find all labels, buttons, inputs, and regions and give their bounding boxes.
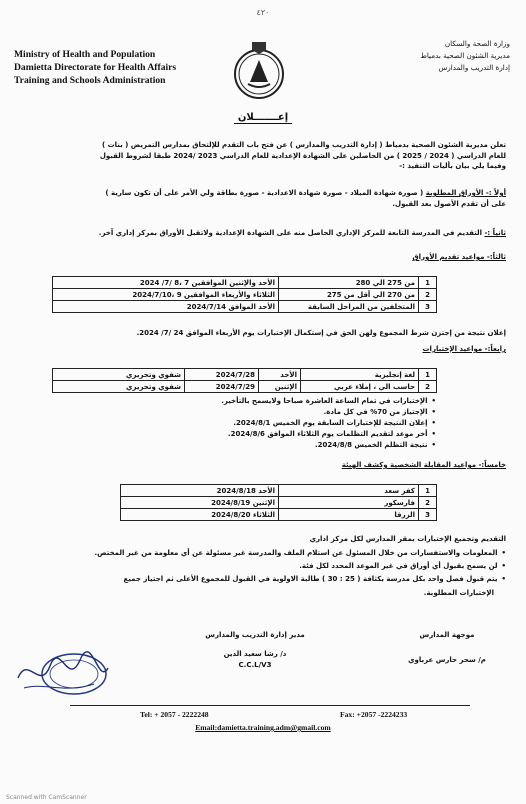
row-number: 2 (419, 289, 437, 301)
intro-paragraph (20, 140, 506, 172)
list-item: • نتيجة التظلم الخميس 2024/8/8. (36, 440, 436, 451)
row-number: 1 (419, 277, 437, 289)
page-number: ٤٢٠ (256, 8, 270, 17)
table-row (53, 301, 437, 313)
section4-heading-row (20, 344, 506, 355)
score-range: المتخلفين من المراحل السابقة (279, 301, 419, 313)
interview-schedule-table (120, 484, 437, 521)
row-number: 2 (419, 497, 437, 509)
scan-watermark: Scanned with CamScanner (6, 794, 87, 801)
row-number: 3 (419, 301, 437, 313)
interview-date: الأحد 2024/8/18 (121, 485, 279, 497)
exam-day: الأحد (259, 369, 301, 381)
section3-heading-row (20, 252, 506, 263)
title-text: إعـــــــلان (234, 112, 292, 124)
footer-continuation: الإختبارات المطلوبة. (423, 589, 494, 597)
stamp-signature-icon (14, 648, 110, 700)
signer-name: م/ سحر حارس عرباوي (408, 656, 486, 664)
signature-space (392, 641, 502, 655)
header-en-line1: Ministry of Health and Population (14, 49, 156, 60)
submission-schedule-table (52, 276, 437, 313)
ministry-logo-icon (230, 38, 288, 102)
section5-heading-row (20, 460, 506, 471)
section1-text2: على أن تقدم الأصول بعد القبول. (392, 199, 506, 208)
signer-title: مدير إدارة التدريب والمدارس (205, 631, 305, 639)
signer-title: موجهة المدارس (419, 631, 475, 639)
list-item: • الإختبارات في تمام الساعة العاشرة صباحا ولايسمح بالتأخير. (36, 396, 436, 407)
header-ar-line1: وزارة الصحة والسكان (444, 39, 510, 48)
table-row (53, 277, 437, 289)
footer-intro: التقديم وتجميع الإختبارات بمقر المدارس لكل مركز اداري (309, 535, 506, 543)
signature-space (180, 641, 330, 649)
signer-name: د/ رشا سعيد الدين (223, 650, 287, 658)
header-en-line3: Training and Schools Administration (14, 75, 166, 86)
list-item: • إعلان النتيجة للإختبارات السابقة يوم الخميس 2024/8/1. (36, 418, 436, 429)
section5-heading: خامساً:- مواعيد المقابلة الشخصية وكشف الهيئة (341, 461, 506, 469)
list-item: • المعلومات والاستفسارات من خلال المسئول عن استلام الملف والمدرسة غير مسئولة عن أي معلومة من غير المختص. (36, 547, 506, 560)
row-number: 1 (419, 485, 437, 497)
footer-tel: Tel: + 2057 - 2222248 (140, 710, 209, 719)
exam-type: شفوي وتحريري (53, 369, 185, 381)
exam-date: 2024/7/29 (185, 381, 259, 393)
list-item: • أخر موعد لتقديم التظلمات يوم الثلاثاء الموافق 2024/8/6. (36, 429, 436, 440)
section3-heading: ثالثاً:- مواعيد تقديم الأوراق (412, 253, 506, 261)
table-row (53, 369, 437, 381)
section1-heading: أولاً :- الأوراق المطلوبة (425, 189, 506, 197)
intro-line1: تعلن مديرية الشئون الصحية بدمياط ( إدارة التدريب والمدارس ) عن فتح باب التقدم للإلتحاق بمدارس التمريض ( بنات ) (101, 141, 506, 149)
header-arabic (360, 38, 510, 74)
header-english (14, 48, 229, 87)
header-ar-line2: مديرية الشئون الصحية بدمياط (420, 51, 510, 60)
exam-date: 2024/7/28 (185, 369, 259, 381)
row-number: 1 (419, 369, 437, 381)
exam-subject: حاسب الي ، إملاء عربي (301, 381, 419, 393)
submission-date: الأحد الموافق 2024/7/14 (53, 301, 279, 313)
signature-left (180, 630, 330, 671)
score-range: من 270 الي أقل من 275 (279, 289, 419, 301)
section1-text1: ( صورة شهادة الميلاد - صورة شهادة الاعدادية - صورة بطاقة ولي الأمر على أن تكون سارية ) (105, 189, 426, 197)
list-item: • لن يسمح بقبول أي أوراق في غير الموعد المحدد لكل فئة. (36, 560, 506, 573)
section-submission (20, 228, 506, 239)
footer-notes-list (36, 547, 506, 586)
footer-fax: Fax: +2057 -2224233 (340, 710, 408, 719)
footer-divider (70, 705, 470, 706)
exam-day: الإثنين (259, 381, 301, 393)
score-range: من 275 الي 280 (279, 277, 419, 289)
exam-notes-list (36, 396, 436, 451)
table-row (121, 485, 437, 497)
submission-date: الثلاثاء والأربعاء الموافقين 9 ،2024/7/10 (53, 289, 279, 301)
results-notice: إعلان نتيجة من إجتزن شرط المجموع ولهن الحق في إستكمال الإختبارات يوم الأربعاء الموافق 24 /7/ 2024. (136, 329, 506, 337)
table-row (121, 509, 437, 521)
exam-type: شفوي وتحريري (53, 381, 185, 393)
list-item: • يتم قبول فصل واحد بكل مدرسة بكثافة ( 25 : 30 ) طالبة الاولوية في القبول للمجموع الأعلى ثم اجتياز جميع (36, 573, 506, 586)
row-number: 2 (419, 381, 437, 393)
signature-right (392, 630, 502, 666)
section-documents (20, 188, 506, 209)
section4-heading: رابعاً:- مواعيد الإختبارات (422, 345, 506, 353)
list-item: • الإجتياز من 70% في كل مادة. (36, 407, 436, 418)
interview-date: الثلاثاء 2024/8/20 (121, 509, 279, 521)
table-row (53, 289, 437, 301)
submission-date: الأحد والإثنين الموافقين 7 ،8 /7/ 2024 (53, 277, 279, 289)
admin-center: كفر سعد (279, 485, 419, 497)
table-row (121, 497, 437, 509)
header-en-line2: Damietta Directorate for Health Affairs (14, 62, 177, 73)
footer-email: Email:damietta.training.adm@gmail.com (195, 723, 331, 732)
exam-schedule-table (52, 368, 437, 393)
admin-center: فارسكور (279, 497, 419, 509)
section2-text: التقديم في المدرسة التابعة للمركز الإداري الحاصل منه على الشهادة الإعدادية ولاتقبل الأوراق بمركز إداري آخر. (98, 229, 485, 237)
interview-date: الإثنين 2024/8/19 (121, 497, 279, 509)
admin-center: الزرقا (279, 509, 419, 521)
header-ar-line3: إدارة التدريب والمدارس (438, 63, 510, 72)
document-title (0, 112, 526, 123)
intro-line2: للعام الدراسي ( 2024 / 2025 ) من الحاصلين على الشهادة الإعدادية للعام الدراسي 2023 /2024 طبقا لشروط القبول (99, 151, 506, 160)
intro-line3: وفيما يلي بيان بأليات التنفيذ :- (399, 162, 506, 170)
section2-heading: ثانياً :- (484, 229, 506, 237)
row-number: 3 (419, 509, 437, 521)
table-row (53, 381, 437, 393)
exam-subject: لغة إنجليزية (301, 369, 419, 381)
signer-extra: C.C.L/V3 (238, 661, 272, 669)
